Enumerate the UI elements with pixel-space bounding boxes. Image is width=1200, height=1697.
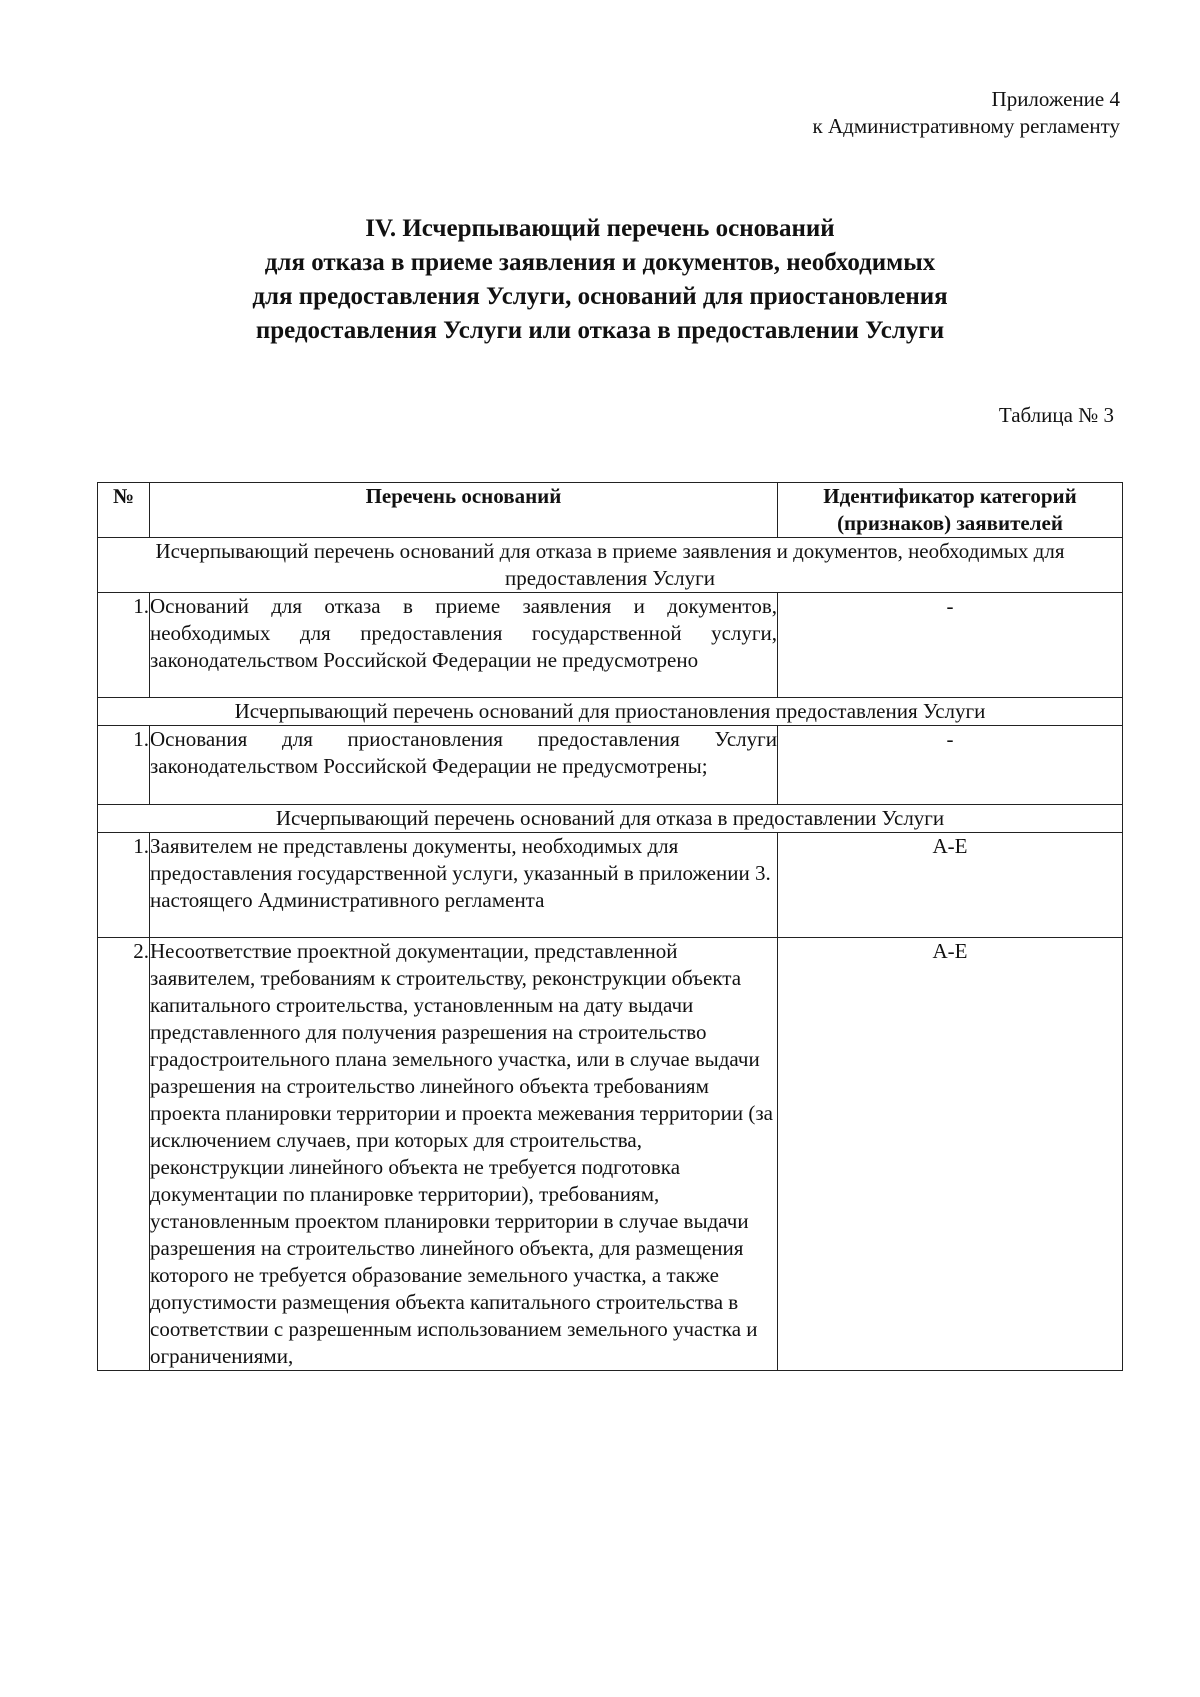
table-row: [98, 593, 1123, 698]
appendix-note: [700, 86, 1120, 140]
table-label: Таблица № 3: [998, 403, 1114, 427]
section-heading-refusal-acceptance: Исчерпывающий перечень оснований для отказа в приеме заявления и документов, необходимых для предоставления Услуги: [98, 538, 1123, 593]
row-grounds-text: Основания для приостановления предоставления Услуги законодательством Российской Федерации не предусмотрены;: [150, 726, 778, 805]
section-heading-row: [98, 538, 1123, 593]
title-line-2: для отказа в приеме заявления и документов, необходимых: [264, 249, 936, 276]
section-heading-suspension: Исчерпывающий перечень оснований для приостановления предоставления Услуги: [98, 698, 1123, 726]
row-identifier: -: [778, 726, 1123, 805]
row-grounds-text: Заявителем не представлены документы, необходимых для предоставления государственной услуги, указанный в приложении 3. настоящего Административного регламента: [150, 833, 778, 938]
header-identifier: Идентификатор категорий (признаков) заявителей: [778, 483, 1123, 538]
table-header-row: [98, 483, 1123, 538]
title-line-4: предоставления Услуги или отказа в предоставлении Услуги: [255, 317, 945, 344]
section-heading-row: [98, 698, 1123, 726]
row-number: 2.: [98, 938, 150, 1371]
document-title: [150, 212, 1050, 348]
row-number: 1.: [98, 726, 150, 805]
table-row: [98, 938, 1123, 1371]
row-grounds-text: Несоответствие проектной документации, представленной заявителем, требованиям к строительству, реконструкции объекта капитального строительства, установленным на дату выдачи представленного для получения разрешения на строительство градостроительного плана земельного участка, или в случае выдачи разрешения на строительство линейного объекта требованиям проекта планировки территории и проекта межевания территории (за исключением случаев, при которых для строительства, реконструкции линейного объекта не требуется подготовка документации по планировке территории), требованиям, установленным проектом планировки территории в случае выдачи разрешения на строительство линейного объекта, для размещения которого не требуется образование земельного участка, а также допустимости размещения объекта капитального строительства в соответствии с разрешенным использованием земельного участка и ограничениями,: [150, 938, 778, 1371]
header-grounds: Перечень оснований: [150, 483, 778, 538]
row-identifier: А-Е: [778, 833, 1123, 938]
table-row: [98, 726, 1123, 805]
appendix-line-1: Приложение 4: [991, 87, 1120, 111]
title-line-1: IV. Исчерпывающий перечень оснований: [365, 215, 835, 242]
row-grounds-text: Оснований для отказа в приеме заявления и документов, необходимых для предоставления государственной услуги, законодательством Российской Федерации не предусмотрено: [150, 593, 778, 698]
title-line-3: для предоставления Услуги, оснований для приостановления: [252, 283, 948, 310]
row-identifier: -: [778, 593, 1123, 698]
row-number: 1.: [98, 833, 150, 938]
row-number: 1.: [98, 593, 150, 698]
table-row: [98, 833, 1123, 938]
grounds-table: [97, 482, 1123, 1371]
row-identifier: А-Е: [778, 938, 1123, 1371]
section-heading-refusal-service: Исчерпывающий перечень оснований для отказа в предоставлении Услуги: [98, 805, 1123, 833]
appendix-line-2: к Административному регламенту: [812, 114, 1120, 138]
section-heading-row: [98, 805, 1123, 833]
header-number: №: [98, 483, 150, 538]
